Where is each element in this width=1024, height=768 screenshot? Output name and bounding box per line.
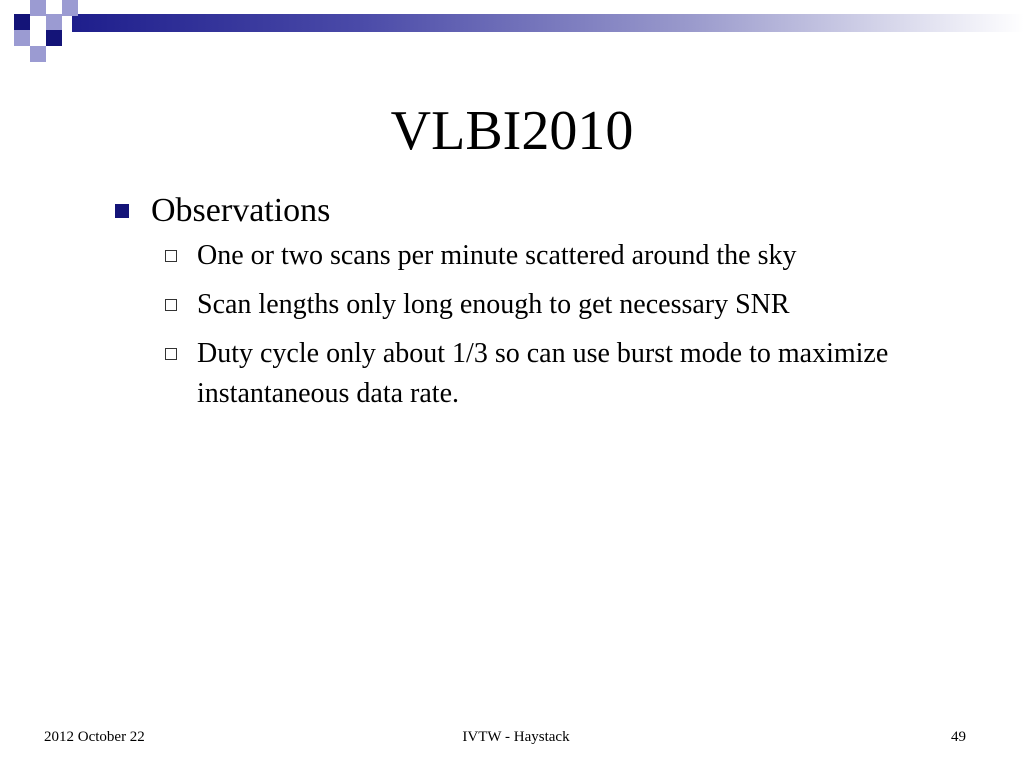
bullet-list <box>115 190 955 423</box>
header-gradient-band <box>72 14 1024 32</box>
decor-square <box>46 14 62 30</box>
decor-square <box>14 30 30 46</box>
decor-square <box>14 14 30 30</box>
footer-date: 2012 October 22 <box>44 729 145 745</box>
bullet-item-level2 <box>165 334 955 414</box>
hollow-square-bullet-icon <box>165 299 177 311</box>
decor-square <box>30 0 46 16</box>
sub-bullet-text: Duty cycle only about 1/3 so can use burst mode to maximize instantaneous data rate. <box>197 338 889 409</box>
decor-square <box>46 30 62 46</box>
sub-bullet-text: One or two scans per minute scattered around the sky <box>197 240 797 271</box>
hollow-square-bullet-icon <box>165 250 177 262</box>
slide-title: VLBI2010 <box>390 100 634 162</box>
bullet-item-level2 <box>165 285 955 325</box>
decor-square <box>30 46 46 62</box>
footer-event: IVTW - Haystack <box>462 729 570 745</box>
square-bullet-icon <box>115 204 129 218</box>
bullet-text: Observations <box>151 192 331 229</box>
sub-bullet-text: Scan lengths only long enough to get necessary SNR <box>197 289 790 320</box>
hollow-square-bullet-icon <box>165 348 177 360</box>
decor-square <box>62 0 78 16</box>
bullet-item-level1 <box>115 190 955 232</box>
sub-bullet-list <box>165 236 955 414</box>
footer-page-number: 49 <box>951 729 966 745</box>
bullet-item-level2 <box>165 236 955 276</box>
